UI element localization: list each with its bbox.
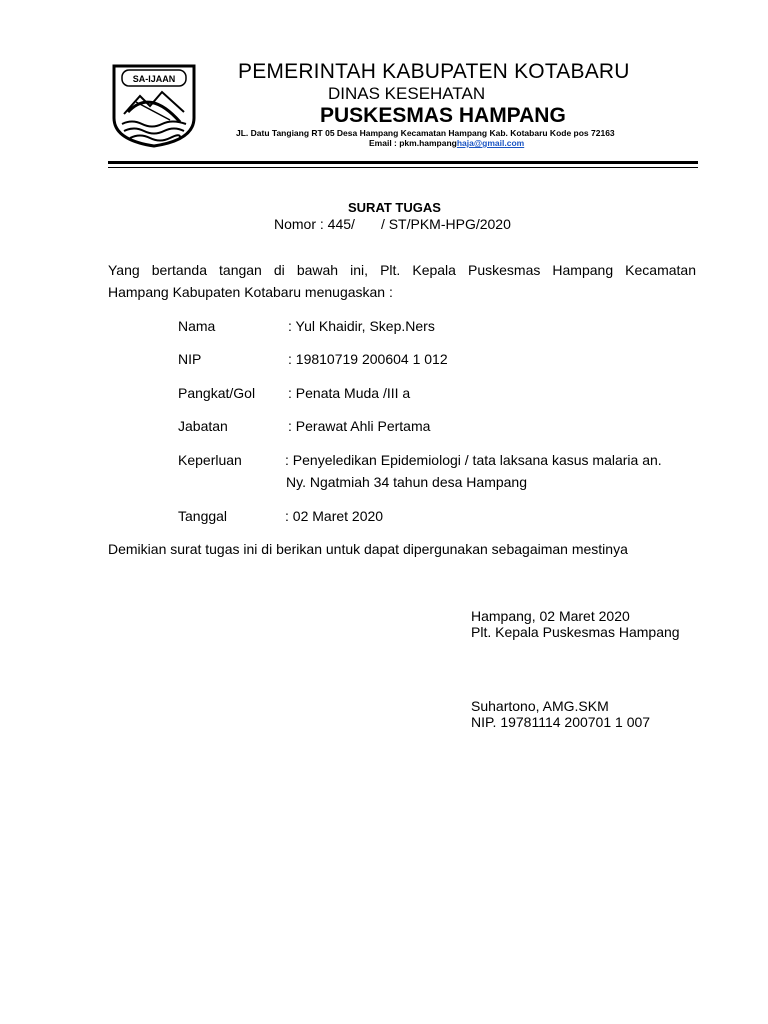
field-label-nip: NIP	[178, 351, 202, 367]
institution-email	[369, 138, 524, 148]
field-value-pangkat: : Penata Muda /III a	[288, 385, 411, 401]
field-label-nama: Nama	[178, 318, 216, 334]
header-rule-thick	[108, 161, 698, 164]
intro-line-1: Yang bertanda tangan di bawah ini, Plt. Kepala Puskesmas Hampang Kecamatan	[108, 262, 696, 278]
field-label-pangkat: Pangkat/Gol	[178, 385, 256, 401]
regency-logo	[110, 62, 198, 148]
signature-place-date: Hampang, 02 Maret 2020	[471, 608, 630, 624]
letter-number	[274, 216, 511, 232]
field-label-keperluan: Keperluan	[178, 452, 242, 468]
department-name: DINAS KESEHATAN	[328, 84, 486, 103]
signatory-name: Suhartono, AMG.SKM	[471, 698, 609, 714]
field-value-tanggal: : 02 Maret 2020	[285, 508, 384, 524]
signatory-nip: NIP. 19781114 200701 1 007	[471, 714, 651, 730]
letter-title: SURAT TUGAS	[348, 200, 441, 215]
email-label: Email : pkm.hampang	[369, 138, 457, 148]
field-label-jabatan: Jabatan	[178, 418, 228, 434]
header-rule-thin	[108, 167, 698, 168]
number-suffix: / ST/PKM-HPG/2020	[380, 216, 511, 232]
field-value-nama: : Yul Khaidir, Skep.Ners	[288, 318, 435, 334]
government-name: PEMERINTAH KABUPATEN KOTABARU	[238, 60, 630, 83]
institution-address: JL. Datu Tangiang RT 05 Desa Hampang Kecamatan Hampang Kab. Kotabaru Kode pos 72163	[236, 128, 615, 138]
field-value-keperluan: : Penyeledikan Epidemiologi / tata laksana kasus malaria an.	[285, 452, 662, 468]
number-label: Nomor : 445/	[274, 216, 355, 232]
field-label-tanggal: Tanggal	[178, 508, 228, 524]
logo-text: SA-IJAAN	[132, 74, 176, 84]
field-value-nip: : 19810719 200604 1 012	[288, 351, 448, 367]
closing-text: Demikian surat tugas ini di berikan untuk dapat dipergunakan sebagaiman mestinya	[108, 541, 628, 557]
institution-name: PUSKESMAS HAMPANG	[320, 104, 566, 127]
email-link[interactable]: haja@gmail.com	[456, 138, 525, 148]
field-value-keperluan-line2: Ny. Ngatmiah 34 tahun desa Hampang	[286, 474, 527, 490]
intro-line-2: Hampang Kabupaten Kotabaru menugaskan :	[108, 284, 393, 300]
field-value-jabatan: : Perawat Ahli Pertama	[288, 418, 431, 434]
signature-position: Plt. Kepala Puskesmas Hampang	[471, 624, 680, 640]
